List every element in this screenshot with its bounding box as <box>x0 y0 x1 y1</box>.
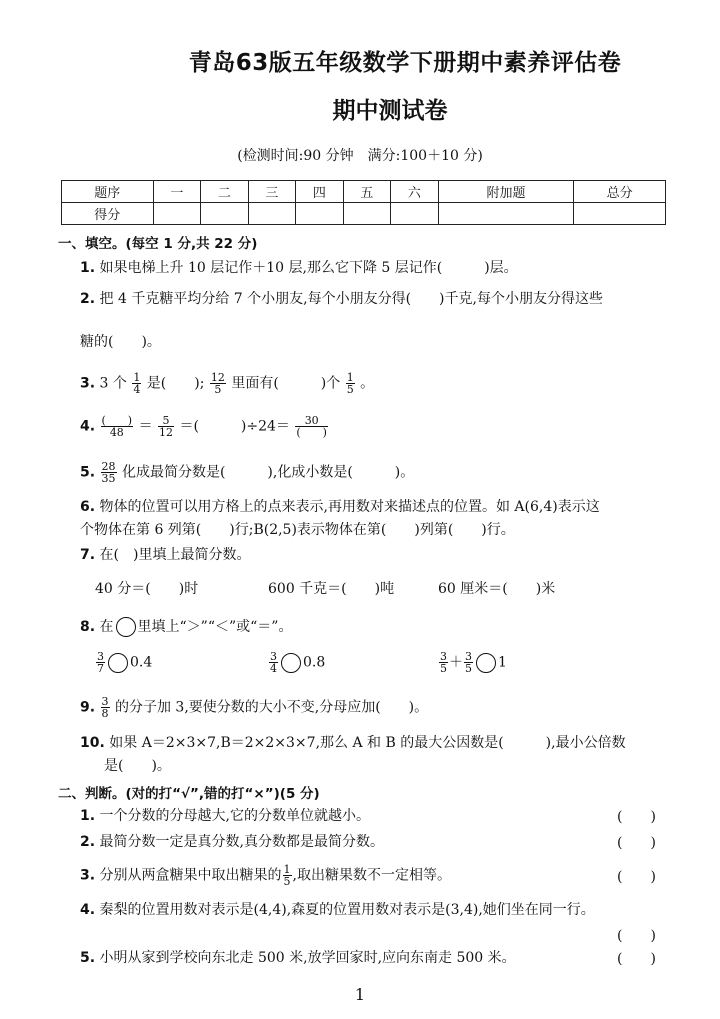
answer-circle[interactable] <box>108 653 128 673</box>
judge-4 <box>80 900 595 920</box>
fraction: $\frac{12}{5}$ <box>210 371 225 396</box>
question-text: ,取出糖果数不一定相等。 <box>292 867 451 884</box>
fraction: $\frac{3}{5}$ <box>465 650 472 675</box>
score-header-cell: 五 <box>343 181 391 203</box>
question-text: 在( )里填上最简分数。 <box>99 547 251 563</box>
question-number: 1. <box>80 260 96 276</box>
answer-circle[interactable] <box>116 617 136 637</box>
question-text: ＝ <box>138 418 153 435</box>
question-number: 2. <box>80 834 96 850</box>
question-text: 在 <box>99 619 114 635</box>
judge-2 <box>80 832 384 852</box>
question-number: 9. <box>80 699 96 716</box>
question-number: 2. <box>80 291 96 307</box>
question-text: 是( ); <box>146 375 205 392</box>
question-text: 秦梨的位置用数对表示是(4,4),森夏的位置用数对表示是(3,4),她们坐在同一行。 <box>99 902 595 918</box>
fraction: $\frac{1}{5}$ <box>283 863 291 888</box>
question-text: 如果 A＝2×3×7,B＝2×2×3×7,那么 A 和 B 的最大公因数是( ),最小公倍数 <box>109 735 626 751</box>
fraction: $\frac{5}{12}$ <box>159 414 174 439</box>
question-number: 8. <box>80 619 96 635</box>
question-9 <box>80 696 428 719</box>
question-text: 最简分数一定是真分数,真分数都是最简分数。 <box>99 834 384 850</box>
question-number: 3. <box>80 867 96 884</box>
question-number: 6. <box>80 499 96 515</box>
fraction: $\frac{( )}{48}$ <box>101 414 133 439</box>
score-header-cell: 四 <box>296 181 344 203</box>
question-5 <box>80 461 414 484</box>
fraction: $\frac{1}{4}$ <box>133 371 141 396</box>
score-header-cell: 附加题 <box>438 181 574 203</box>
question-10-continued <box>104 756 171 776</box>
question-text: 是( )。 <box>104 758 171 774</box>
question-6-continued <box>80 520 515 540</box>
question-8-part-b: $\frac{3}{4}$ 0.8 <box>270 650 326 675</box>
fraction: $\frac{30}{( )}$ <box>296 414 327 439</box>
question-2 <box>80 289 603 309</box>
question-6 <box>80 497 600 517</box>
question-text: 小明从家到学校向东北走 500 米,放学回家时,应向东南走 500 米。 <box>99 950 516 966</box>
score-header-cell: 题序 <box>62 181 154 203</box>
question-number: 7. <box>80 547 96 563</box>
question-text: 个物体在第 6 列第( )行;B(2,5)表示物体在第( )列第( )行。 <box>80 522 515 538</box>
score-cell[interactable] <box>438 203 574 225</box>
question-text: 物体的位置可以用方格上的点来表示,再用数对来描述点的位置。如 A(6,4)表示这 <box>99 499 600 515</box>
section-2-title: 二、判断。(对的打“√”,错的打“×”)(5 分) <box>58 786 320 802</box>
question-8-part-a: $\frac{3}{7}$ 0.4 <box>97 650 153 675</box>
question-text: 3 个 <box>99 375 127 392</box>
question-8 <box>80 617 292 637</box>
score-cell[interactable] <box>391 203 439 225</box>
score-cell[interactable] <box>153 203 201 225</box>
question-text: 糖的( )。 <box>80 334 161 350</box>
fraction: $\frac{1}{5}$ <box>346 371 354 396</box>
judge-3 <box>80 864 451 887</box>
fraction: $\frac{3}{5}$ <box>440 650 447 675</box>
exam-info: (检测时间:90 分钟 满分:100＋10 分) <box>237 148 483 164</box>
fraction: $\frac{3}{8}$ <box>101 695 109 720</box>
answer-parentheses[interactable]: ( ) <box>617 835 656 851</box>
question-3 <box>80 372 374 395</box>
score-table-score-row <box>62 203 666 225</box>
judge-5 <box>80 948 516 968</box>
paper-title: 青岛63版五年级数学下册期中素养评估卷 <box>188 50 622 76</box>
question-text: 里面有( )个 <box>231 375 341 392</box>
answer-circle[interactable] <box>281 653 301 673</box>
answer-circle[interactable] <box>476 653 496 673</box>
question-text: ＝( )÷24＝ <box>179 418 290 435</box>
question-7-part-c: 60 厘米＝( )米 <box>438 581 556 597</box>
question-8-part-c: $\frac{3}{5}$ ＋ $\frac{3}{5}$ 1 <box>440 650 507 675</box>
answer-parentheses[interactable]: ( ) <box>617 869 656 885</box>
score-cell[interactable] <box>343 203 391 225</box>
section-1-title: 一、填空。(每空 1 分,共 22 分) <box>58 236 258 252</box>
score-header-cell: 一 <box>153 181 201 203</box>
score-table <box>61 180 666 225</box>
question-number: 5. <box>80 950 96 966</box>
judge-1 <box>80 806 370 826</box>
fraction: $\frac{28}{35}$ <box>101 460 116 485</box>
question-text: 如果电梯上升 10 层记作＋10 层,那么它下降 5 层记作( )层。 <box>99 260 518 276</box>
fraction: $\frac{3}{4}$ <box>270 650 277 675</box>
question-4 <box>80 415 329 438</box>
answer-parentheses[interactable]: ( ) <box>617 951 656 967</box>
score-table-header-row <box>62 181 666 203</box>
score-row-label: 得分 <box>62 203 154 225</box>
paper-subtitle: 期中测试卷 <box>332 98 448 124</box>
question-text: 化成最简分数是( ),化成小数是( )。 <box>121 464 415 481</box>
score-header-cell: 六 <box>391 181 439 203</box>
question-1 <box>80 258 518 278</box>
question-number: 4. <box>80 418 96 435</box>
question-number: 5. <box>80 464 96 481</box>
question-text: 把 4 千克糖平均分给 7 个小朋友,每个小朋友分得( )千克,每个小朋友分得这些 <box>99 291 603 307</box>
question-number: 3. <box>80 375 96 392</box>
score-cell[interactable] <box>296 203 344 225</box>
score-cell[interactable] <box>248 203 296 225</box>
question-7-part-b: 600 千克＝( )吨 <box>268 581 395 597</box>
question-text: 里填上“＞”“＜”或“＝”。 <box>137 619 293 635</box>
question-10 <box>80 733 626 753</box>
answer-parentheses[interactable]: ( ) <box>617 809 656 825</box>
question-7 <box>80 545 250 565</box>
answer-parentheses[interactable]: ( ) <box>617 928 656 944</box>
fraction: $\frac{3}{7}$ <box>97 650 104 675</box>
question-text: 一个分数的分母越大,它的分数单位就越小。 <box>99 808 370 824</box>
score-cell[interactable] <box>201 203 249 225</box>
score-header-cell: 总分 <box>574 181 666 203</box>
score-header-cell: 二 <box>201 181 249 203</box>
question-7-part-a: 40 分＝( )时 <box>95 581 199 597</box>
question-2-continued <box>80 332 161 352</box>
question-text: 的分子加 3,要使分数的大小不变,分母应加( )。 <box>114 699 429 716</box>
question-text: 分别从两盒糖果中取出糖果的 <box>99 867 282 884</box>
question-number: 4. <box>80 902 96 918</box>
score-cell[interactable] <box>574 203 666 225</box>
question-text: 。 <box>360 375 375 392</box>
question-number: 1. <box>80 808 96 824</box>
question-number: 10. <box>80 735 105 751</box>
score-header-cell: 三 <box>248 181 296 203</box>
page-number: 1 <box>354 985 366 1004</box>
